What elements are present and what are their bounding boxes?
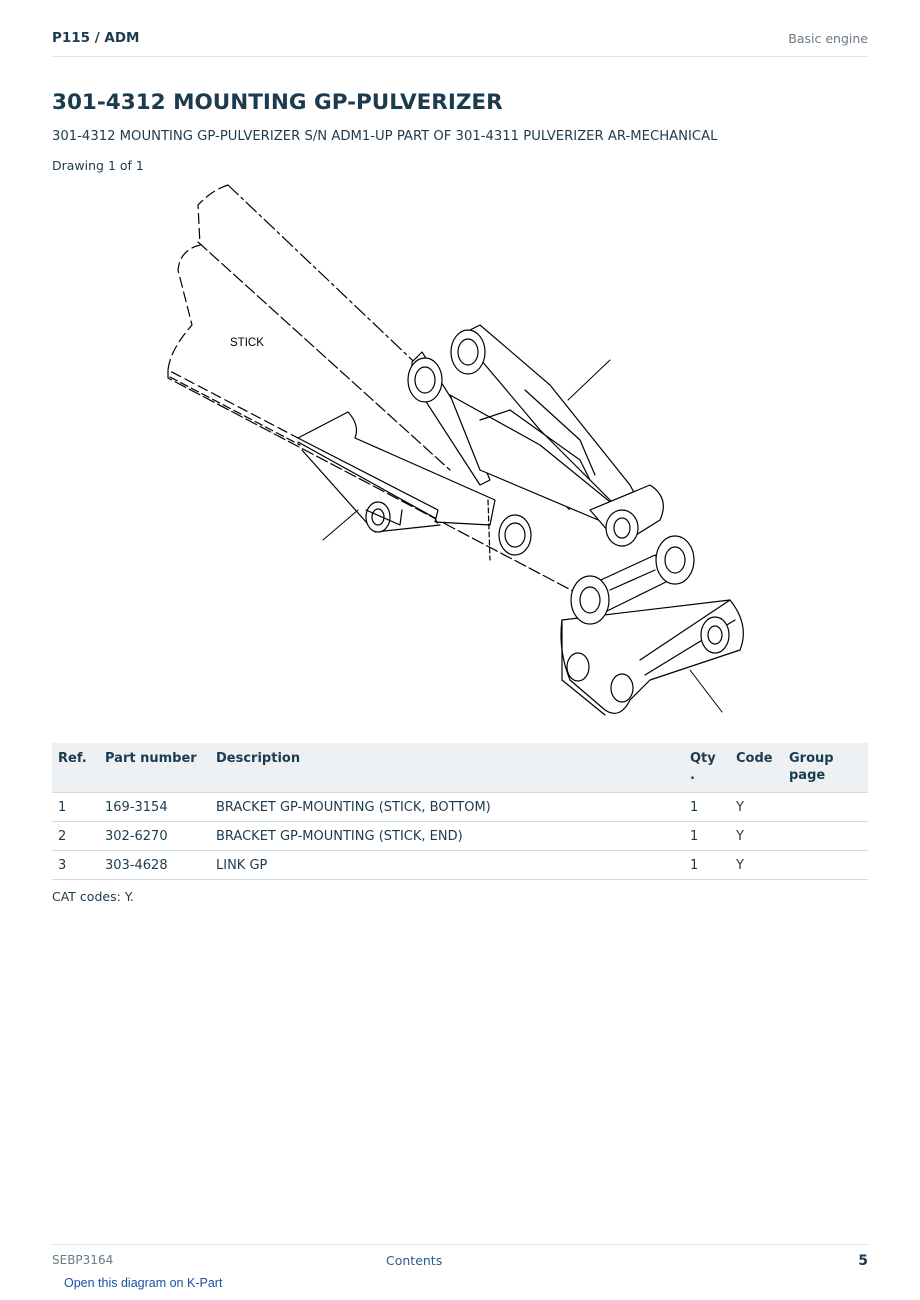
parts-table xyxy=(52,743,868,880)
leader-line-link xyxy=(568,360,610,400)
cell-description: LINK GP xyxy=(210,851,684,880)
col-header-ref: Ref. xyxy=(52,743,99,793)
cell-code: Y xyxy=(730,793,783,822)
stick-label: STICK xyxy=(230,337,264,349)
parts-diagram xyxy=(150,180,770,720)
cell-ref: 3 xyxy=(52,851,99,880)
upper-eye-left xyxy=(408,358,442,402)
page-footer xyxy=(52,1244,868,1275)
cell-group-page xyxy=(783,793,868,822)
col-header-description: Description xyxy=(210,743,684,793)
end-bracket-hole-left xyxy=(567,653,589,681)
cell-qty: 1 xyxy=(684,822,730,851)
cell-part-number: 303-4628 xyxy=(99,851,210,880)
cell-description: BRACKET GP-MOUNTING (STICK, END) xyxy=(210,822,684,851)
page-title: 301-4312 MOUNTING GP-PULVERIZER xyxy=(52,90,503,115)
leader-line-bracket xyxy=(323,510,358,540)
cell-code: Y xyxy=(730,851,783,880)
cat-codes-note: CAT codes: Y. xyxy=(52,889,134,904)
col-header-part-number: Part number xyxy=(99,743,210,793)
open-kpart-link[interactable]: Open this diagram on K-Part xyxy=(64,1276,223,1290)
group-page-label-1: Group xyxy=(789,751,834,766)
table-row xyxy=(52,822,868,851)
link-end-eye xyxy=(606,510,638,546)
contents-link[interactable]: Contents xyxy=(386,1253,443,1268)
table-header-row xyxy=(52,743,868,793)
cell-code: Y xyxy=(730,822,783,851)
end-bracket-hole-right xyxy=(611,674,633,702)
section-name: Basic engine xyxy=(788,31,868,46)
page-header xyxy=(52,28,868,57)
breadcrumb: P115 / ADM xyxy=(52,30,140,46)
cell-part-number: 302-6270 xyxy=(99,822,210,851)
lower-pin-left xyxy=(571,576,609,624)
page-subtitle: 301-4312 MOUNTING GP-PULVERIZER S/N ADM1-UP PART OF 301-4311 PULVERIZER AR-MECHANICAL xyxy=(52,129,718,144)
cell-ref: 1 xyxy=(52,793,99,822)
cell-qty: 1 xyxy=(684,793,730,822)
page-number: 5 xyxy=(858,1253,868,1269)
cell-qty: 1 xyxy=(684,851,730,880)
cell-ref: 2 xyxy=(52,822,99,851)
upper-eye-right xyxy=(451,330,485,374)
qty-label: Qty xyxy=(690,751,716,766)
drawing-count: Drawing 1 of 1 xyxy=(52,158,144,173)
cell-description: BRACKET GP-MOUNTING (STICK, BOTTOM) xyxy=(210,793,684,822)
qty-dot: . xyxy=(690,768,695,783)
stick-outline xyxy=(168,185,298,438)
end-bracket-pin xyxy=(701,617,729,653)
cell-group-page xyxy=(783,851,868,880)
center-boss xyxy=(499,515,531,555)
col-header-qty xyxy=(684,743,730,793)
group-page-label-2: page xyxy=(789,768,826,783)
col-header-group-page xyxy=(783,743,868,793)
bottom-bracket-boss xyxy=(366,502,390,532)
table-row xyxy=(52,793,868,822)
cell-group-page xyxy=(783,822,868,851)
cell-part-number: 169-3154 xyxy=(99,793,210,822)
lower-pin-right xyxy=(656,536,694,584)
leader-line-end xyxy=(690,670,722,712)
table-row xyxy=(52,851,868,880)
col-header-code: Code xyxy=(730,743,783,793)
document-id: SEBP3164 xyxy=(52,1253,114,1267)
